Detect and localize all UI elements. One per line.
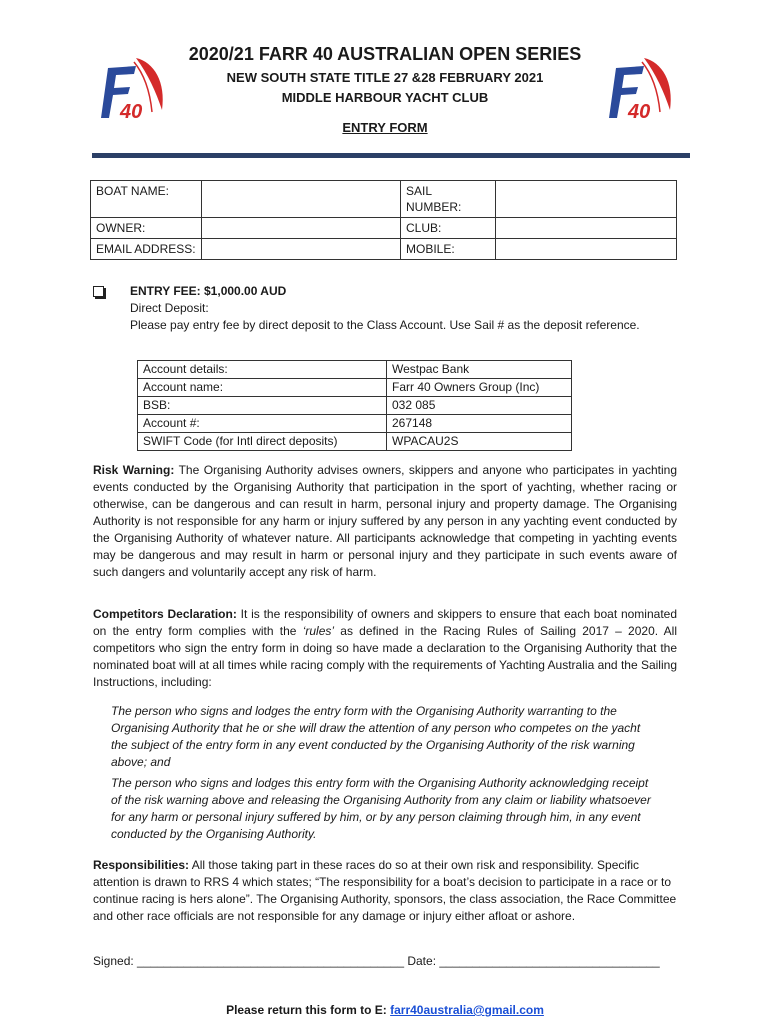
venue-subtitle: MIDDLE HARBOUR YACHT CLUB (281, 90, 489, 105)
account-value: Westpac Bank (387, 361, 572, 379)
account-label: Account details: (138, 361, 387, 379)
competitors-text-a: It is the responsibility of owners and skippers to ensure that each boat nominated on the entry form complies with the (93, 607, 677, 638)
account-value: 267148 (387, 415, 572, 433)
club-field[interactable] (496, 218, 677, 239)
date-label: Date: (407, 954, 437, 968)
payment-method: Direct Deposit: (130, 301, 209, 315)
risk-warning-text: The Organising Authority advises owners, skippers and anyone who participates in yachting events conducted by the Organising Authority that participation in the sport of yachting, whether racing or otherwise, can be dangerous and can result in harm, personal injury and property damage. The Organising Authority is not responsible for any harm or injury suffered by any person in any yachting event conducted by the Organising Authority of whatever nature. All participants acknowledge that competing in yachting events may be dangerous and may result in harm or personal injury and they participate in such events aware of such dangers and voluntarily accept any risk of harm. (93, 463, 677, 579)
responsibilities-heading: Responsibilities: (93, 858, 190, 872)
header-divider (92, 153, 690, 158)
entry-fee-section (130, 283, 640, 334)
account-label: BSB: (138, 397, 387, 415)
event-subtitle: NEW SOUTH STATE TITLE 27 &28 FEBRUARY 2021 (226, 70, 544, 85)
account-details-table (137, 360, 572, 451)
account-row (138, 433, 572, 451)
footer-text: Please return this form to E: (226, 1003, 387, 1017)
mobile-label: MOBILE: (401, 239, 496, 260)
account-row (138, 379, 572, 397)
account-label: Account name: (138, 379, 387, 397)
sail-number-field[interactable] (496, 181, 677, 218)
risk-warning-heading: Risk Warning: (93, 463, 175, 477)
account-label: SWIFT Code (for Intl direct deposits) (138, 433, 387, 451)
email-field[interactable] (202, 239, 401, 260)
date-field[interactable]: _________________________________ (439, 954, 660, 968)
signature-line (93, 953, 660, 970)
svg-text:40: 40 (120, 101, 143, 123)
competitors-text-b: as defined in the Racing Rules of Sailing 2017 – 2020. All competitors who sign the entry form in doing so have made a declaration to the Organising Authority that the nominated boat will at all times while racing comply with the requirements of Yachting Australia and the Sailing Instructions, including: (93, 624, 677, 689)
entry-fee-checkbox[interactable] (93, 286, 104, 297)
declaration-item-2: The person who signs and lodges this entry form with the Organising Authority acknowledging receipt of the risk warning above and releasing the Organising Authority from any claim or liability whatsoever for any harm or personal injury suffered by him, or by any person claiming through him, in any event conducted by the Organising Authority. (111, 776, 651, 841)
competitors-declaration-paragraph (93, 606, 677, 691)
sail-number-label: SAIL NUMBER: (401, 181, 496, 218)
entry-details-table (90, 180, 677, 260)
account-value: WPACAU2S (387, 433, 572, 451)
payment-instruction: Please pay entry fee by direct deposit to the Class Account. Use Sail # as the deposit reference. (130, 318, 640, 332)
owner-field[interactable] (202, 218, 401, 239)
boat-name-field[interactable] (202, 181, 401, 218)
signed-field[interactable]: ________________________________________ (137, 954, 404, 968)
risk-warning-paragraph (93, 462, 677, 581)
account-label: Account #: (138, 415, 387, 433)
boat-name-label: BOAT NAME: (91, 181, 202, 218)
footer (0, 1003, 770, 1017)
account-row (138, 415, 572, 433)
account-value: 032 085 (387, 397, 572, 415)
account-row (138, 361, 572, 379)
account-row (138, 397, 572, 415)
svg-text:40: 40 (628, 101, 651, 123)
document-title: 2020/21 FARR 40 AUSTRALIAN OPEN SERIES (188, 44, 582, 64)
entry-fee-title: ENTRY FEE: $1,000.00 AUD (130, 284, 287, 298)
account-value: Farr 40 Owners Group (Inc) (387, 379, 572, 397)
competitors-heading: Competitors Declaration: (93, 607, 237, 621)
form-title: ENTRY FORM (342, 120, 428, 135)
mobile-field[interactable] (496, 239, 677, 260)
owner-label: OWNER: (91, 218, 202, 239)
club-label: CLUB: (401, 218, 496, 239)
contact-email-link[interactable]: farr40australia@gmail.com (390, 1003, 544, 1017)
responsibilities-text: All those taking part in these races do so at their own risk and responsibility. Specific attention is drawn to RRS 4 which states; “The responsibility for a boat’s decision to participate in a race or to continue racing is hers alone”. The Organising Authority, sponsors, the class association, the Race Committee and other race officials are not responsible for any damage or injury either afloat or ashore. (93, 858, 677, 923)
signed-label: Signed: (93, 954, 134, 968)
responsibilities-paragraph (93, 857, 677, 925)
rules-word: ‘rules’ (302, 624, 335, 638)
declaration-item-1: The person who signs and lodges the entry form with the Organising Authority warranting to the Organising Authority that he or she will draw the attention of any person who competes on the yacht the subject of the entry form in any event conducted by the Organising Authority of the risk warning above; and (111, 704, 641, 769)
email-label: EMAIL ADDRESS: (91, 239, 202, 260)
